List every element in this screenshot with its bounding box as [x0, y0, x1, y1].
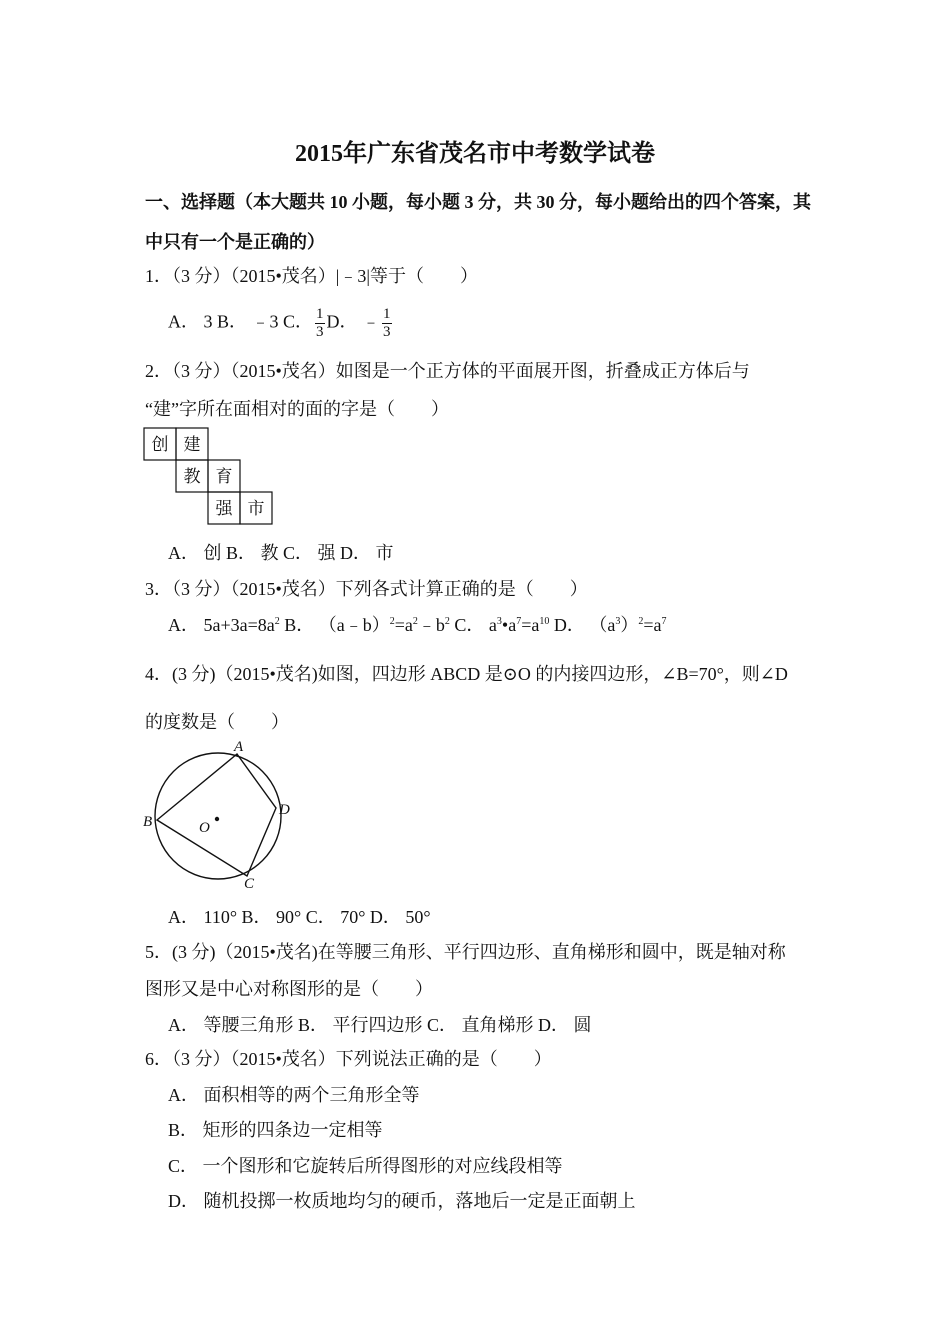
cube-label-1: 创 — [151, 435, 169, 455]
label-o: O — [199, 820, 210, 836]
q3-option-d-part2: ） — [620, 615, 639, 635]
q3-option-c: C． a — [449, 615, 497, 635]
q5-stem-line1: 5．(3 分)（2015•茂名)在等腰三角形、平行四边形、直角梯形和圆中，既是轴对称 — [145, 942, 786, 962]
q6-option-a: A． 面积相等的两个三角形全等 — [168, 1085, 420, 1105]
q3-exp: 2 — [389, 616, 395, 627]
q5-stem-line2: 图形又是中心对称图形的是（ ） — [145, 979, 433, 999]
q1-stem: 1．（3 分）（2015•茂名）|﹣3|等于（ ） — [145, 266, 479, 286]
cube-label-4: 育 — [215, 467, 233, 487]
q6-option-d: D． 随机投掷一枚质地均匀的硬币，落地后一定是正面朝上 — [168, 1191, 636, 1211]
center-point-o — [215, 817, 219, 821]
section-heading-line2: 中只有一个是正确的） — [145, 232, 325, 252]
q6-stem: 6．（3 分）（2015•茂名）下列说法正确的是（ ） — [145, 1049, 552, 1069]
q3-option-c-part2: •a — [501, 615, 517, 635]
q3-option-d-part3: =a — [643, 615, 662, 635]
label-a: A — [234, 740, 244, 755]
cube-net-figure — [143, 427, 275, 529]
q3-exp: 10 — [539, 616, 550, 627]
q1-frac-c-den: 3 — [316, 324, 324, 340]
q3-option-a: A． 5a+3a=8a — [168, 615, 275, 635]
cube-label-2: 建 — [183, 435, 201, 455]
q3-exp: 7 — [516, 616, 522, 627]
page-title: 2015年广东省茂名市中考数学试卷 — [295, 141, 655, 167]
section-heading-line1: 一、选择题（本大题共 10 小题，每小题 3 分，共 30 分，每小题给出的四个答案，其 — [145, 192, 811, 212]
q2-stem-line1: 2．（3 分）（2015•茂名）如图是一个正方体的平面展开图，折叠成正方体后与 — [145, 361, 750, 381]
cube-label-5: 强 — [215, 499, 233, 519]
quadrilateral-abcd — [157, 754, 276, 876]
q3-option-d: D． （a — [549, 615, 616, 635]
q1-options-abc: A． 3 B． ﹣3 C． — [168, 311, 314, 332]
q4-options: A． 110° B． 90° C． 70° D． 50° — [168, 907, 431, 927]
q3-option-c-part3: =a — [521, 615, 540, 635]
q2-options: A． 创 B． 教 C． 强 D． 市 — [168, 543, 394, 563]
q1-frac-d-den: 3 — [383, 324, 391, 340]
q1-option-d: D． ﹣ — [326, 311, 381, 332]
q3-options — [168, 611, 667, 637]
q2-stem-line2: “建”字所在面相对的面的字是（ ） — [145, 399, 449, 419]
q4-stem-line1: 4．(3 分)（2015•茂名)如图，四边形 ABCD 是⊙O 的内接四边形，∠B=70°，则∠D — [145, 664, 788, 684]
q3-option-b-part2: =a — [394, 615, 413, 635]
q4-stem-line2: 的度数是（ ） — [145, 712, 289, 732]
label-d: D — [279, 802, 290, 818]
q3-exp: 3 — [615, 616, 621, 627]
q3-exp: 2 — [412, 616, 418, 627]
q3-exp: 2 — [638, 616, 644, 627]
label-b: B — [143, 814, 153, 830]
q6-option-b: B． 矩形的四条边一定相等 — [168, 1120, 383, 1140]
q3-stem: 3．（3 分）（2015•茂名）下列各式计算正确的是（ ） — [145, 579, 588, 599]
q3-exp: 3 — [496, 616, 502, 627]
q6-option-c: C． 一个图形和它旋转后所得图形的对应线段相等 — [168, 1156, 563, 1176]
q3-exp: 2 — [444, 616, 450, 627]
cube-label-3: 教 — [183, 467, 201, 487]
q1-frac-d-num: 1 — [383, 306, 391, 322]
label-c: C — [244, 876, 255, 890]
q1-fraction-c — [315, 306, 325, 341]
q1-fraction-d — [382, 306, 392, 341]
cube-label-6: 市 — [247, 499, 265, 519]
q1-frac-c-num: 1 — [316, 306, 324, 322]
circle-quadrilateral-figure — [140, 740, 300, 890]
q3-exp: 2 — [274, 616, 280, 627]
q5-options: A． 等腰三角形 B． 平行四边形 C． 直角梯形 D． 圆 — [168, 1015, 592, 1035]
q1-options — [168, 306, 394, 341]
q3-exp: 7 — [661, 616, 667, 627]
q3-option-b-part3: ﹣b — [417, 615, 445, 635]
q3-option-b: B． （a﹣b） — [279, 615, 390, 635]
circumcircle — [155, 753, 281, 879]
